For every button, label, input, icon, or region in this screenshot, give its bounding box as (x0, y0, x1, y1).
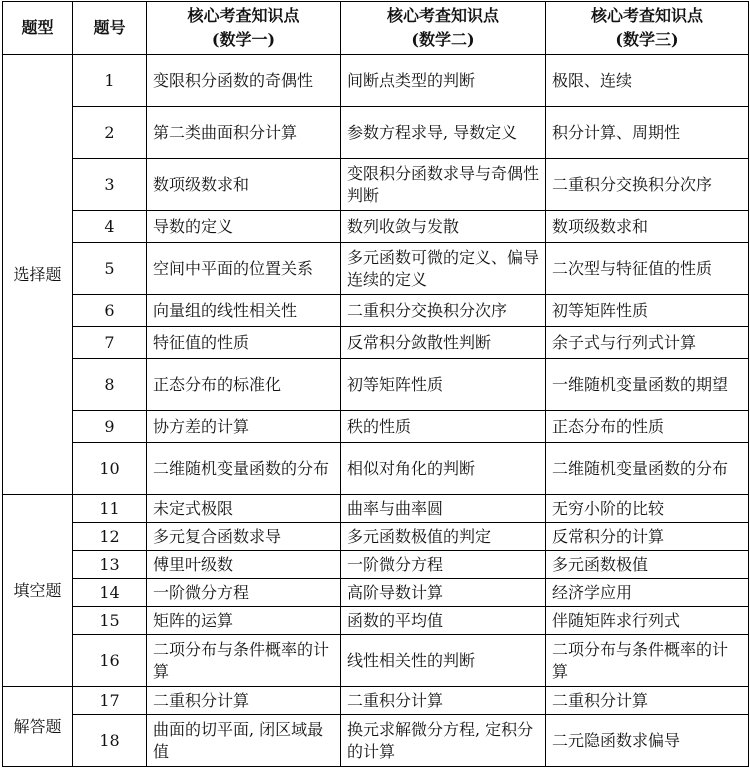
math3-point: 正态分布的性质 (546, 411, 749, 443)
math2-point: 初等矩阵性质 (341, 359, 546, 411)
table-row (3, 107, 749, 159)
math2-point: 二重积分计算 (341, 687, 546, 715)
math2-point: 函数的平均值 (341, 607, 546, 635)
table-row (3, 523, 749, 551)
question-number: 18 (73, 715, 147, 767)
math2-point: 一阶微分方程 (341, 551, 546, 579)
table-row (3, 359, 749, 411)
math1-point: 协方差的计算 (147, 411, 341, 443)
math1-point: 向量组的线性相关性 (147, 295, 341, 327)
math2-point: 曲率与曲率圆 (341, 495, 546, 523)
question-number: 15 (73, 607, 147, 635)
question-number: 4 (73, 211, 147, 243)
math3-point: 二维随机变量函数的分布 (546, 443, 749, 495)
table-row (3, 295, 749, 327)
math1-point: 特征值的性质 (147, 327, 341, 359)
header-math1-line2: (数学一) (211, 30, 276, 49)
question-number: 17 (73, 687, 147, 715)
table-row (3, 607, 749, 635)
math3-point: 二元隐函数求偏导 (546, 715, 749, 767)
question-number: 5 (73, 243, 147, 295)
math3-point: 二项分布与条件概率的计算 (546, 635, 749, 687)
table-row (3, 211, 749, 243)
math1-point: 正态分布的标准化 (147, 359, 341, 411)
header-math2-line2: (数学二) (411, 30, 475, 49)
math3-point: 二次型与特征值的性质 (546, 243, 749, 295)
header-math3-line2: (数学三) (615, 30, 679, 49)
header-row (3, 2, 749, 55)
table-row (3, 687, 749, 715)
group-choice: 选择题 (3, 55, 73, 495)
table-row (3, 715, 749, 767)
question-number: 10 (73, 443, 147, 495)
math2-point: 线性相关性的判断 (341, 635, 546, 687)
math3-point: 二重积分交换积分次序 (546, 159, 749, 211)
table-row (3, 327, 749, 359)
math2-point: 数列收敛与发散 (341, 211, 546, 243)
math3-point: 无穷小阶的比较 (546, 495, 749, 523)
question-number: 11 (73, 495, 147, 523)
header-math2 (341, 2, 546, 55)
question-number: 1 (73, 55, 147, 107)
table-row (3, 159, 749, 211)
math3-point: 数项级数求和 (546, 211, 749, 243)
math3-point: 反常积分的计算 (546, 523, 749, 551)
math2-point: 秩的性质 (341, 411, 546, 443)
math1-point: 一阶微分方程 (147, 579, 341, 607)
math3-point: 极限、连续 (546, 55, 749, 107)
header-math3 (546, 2, 749, 55)
math2-point: 变限积分函数求导与奇偶性判断 (341, 159, 546, 211)
math2-point: 参数方程求导, 导数定义 (341, 107, 546, 159)
math1-point: 导数的定义 (147, 211, 341, 243)
math1-point: 空间中平面的位置关系 (147, 243, 341, 295)
table-row (3, 635, 749, 687)
question-number: 6 (73, 295, 147, 327)
group-answer: 解答题 (3, 687, 73, 767)
header-type: 题型 (3, 2, 73, 55)
header-number: 题号 (73, 2, 147, 55)
math1-point: 傅里叶级数 (147, 551, 341, 579)
math3-point: 余子式与行列式计算 (546, 327, 749, 359)
math1-point: 多元复合函数求导 (147, 523, 341, 551)
header-math1-line1: 核心考查知识点 (187, 6, 300, 25)
math2-point: 间断点类型的判断 (341, 55, 546, 107)
math2-point: 反常积分敛散性判断 (341, 327, 546, 359)
question-number: 3 (73, 159, 147, 211)
question-number: 14 (73, 579, 147, 607)
question-number: 2 (73, 107, 147, 159)
math1-point: 曲面的切平面, 闭区域最值 (147, 715, 341, 767)
math3-point: 积分计算、周期性 (546, 107, 749, 159)
math3-point: 一维随机变量函数的期望 (546, 359, 749, 411)
math2-point: 高阶导数计算 (341, 579, 546, 607)
table-row (3, 443, 749, 495)
question-number: 13 (73, 551, 147, 579)
table-row (3, 243, 749, 295)
math2-point: 相似对角化的判断 (341, 443, 546, 495)
question-number: 7 (73, 327, 147, 359)
math3-point: 经济学应用 (546, 579, 749, 607)
question-number: 8 (73, 359, 147, 411)
math3-point: 多元函数极值 (546, 551, 749, 579)
math1-point: 第二类曲面积分计算 (147, 107, 341, 159)
math2-point: 换元求解微分方程, 定积分的计算 (341, 715, 546, 767)
table-row (3, 55, 749, 107)
math1-point: 二重积分计算 (147, 687, 341, 715)
math3-point: 初等矩阵性质 (546, 295, 749, 327)
table-body (3, 55, 749, 767)
question-number: 12 (73, 523, 147, 551)
math1-point: 矩阵的运算 (147, 607, 341, 635)
math1-point: 未定式极限 (147, 495, 341, 523)
header-math1 (147, 2, 341, 55)
table-row (3, 579, 749, 607)
math2-point: 多元函数可微的定义、偏导连续的定义 (341, 243, 546, 295)
math1-point: 二维随机变量函数的分布 (147, 443, 341, 495)
math1-point: 数项级数求和 (147, 159, 341, 211)
math2-point: 多元函数极值的判定 (341, 523, 546, 551)
table-row (3, 551, 749, 579)
question-number: 16 (73, 635, 147, 687)
table-row (3, 495, 749, 523)
math2-point: 二重积分交换积分次序 (341, 295, 546, 327)
math1-point: 变限积分函数的奇偶性 (147, 55, 341, 107)
header-math3-line1: 核心考查知识点 (590, 6, 703, 25)
header-math2-line1: 核心考查知识点 (386, 6, 499, 25)
exam-knowledge-table (2, 1, 749, 767)
question-number: 9 (73, 411, 147, 443)
group-fill: 填空题 (3, 495, 73, 687)
math3-point: 伴随矩阵求行列式 (546, 607, 749, 635)
math3-point: 二重积分计算 (546, 687, 749, 715)
math1-point: 二项分布与条件概率的计算 (147, 635, 341, 687)
table-row (3, 411, 749, 443)
